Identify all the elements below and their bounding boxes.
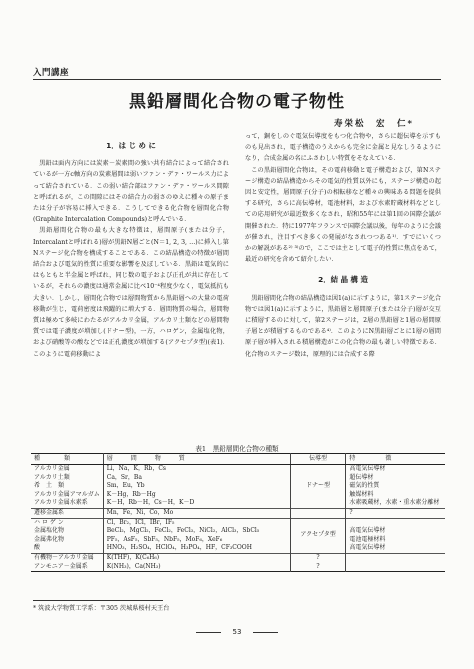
cell-type: 金属弗化物 bbox=[34, 535, 65, 543]
cell-type: 金属塩化物 bbox=[34, 527, 65, 535]
table-row bbox=[31, 544, 445, 553]
cell-feature: ? bbox=[346, 508, 445, 518]
footnote: * 筑波大学物質工学系：〒305 茨城県桜村天王台 bbox=[33, 605, 170, 612]
cell-type: 酸 bbox=[34, 544, 41, 552]
cell-material: Ca，Sr，Ba bbox=[103, 474, 290, 483]
table-header-row bbox=[31, 454, 445, 465]
cell-material: K－Hg，Rb－Hg bbox=[103, 491, 290, 500]
table-row bbox=[31, 499, 445, 508]
cell-feature: 電池電極材料 bbox=[346, 536, 445, 545]
column-header-conduction: 伝導型 bbox=[290, 454, 346, 465]
cell-feature: 磁気的性質 bbox=[346, 482, 445, 491]
cell-type: アルカリ金属 bbox=[34, 465, 70, 472]
cell-type: ハ ロ ゲ ン bbox=[31, 518, 103, 527]
cell-feature: 超伝導材 bbox=[346, 474, 445, 483]
cell-type: 有機物－アルカリ金属 bbox=[31, 553, 103, 562]
footnote-divider bbox=[33, 600, 163, 601]
cell-conduction: ? bbox=[290, 553, 346, 562]
cell-material: HNO₃，H₂SO₄，HClO₄，H₃PO₄，HF，CF₃COOH bbox=[103, 544, 290, 553]
left-column bbox=[33, 131, 229, 360]
cell-type: アルカリ金属水素系 bbox=[34, 499, 88, 507]
cell-material: K－H，Rb－H，Cs－H，K－D bbox=[103, 499, 290, 508]
paragraph: 黒鉛層間化合物の結晶構造は図1(a)に示すように，第1ステージ化合物では図1(a)に示すように，黒鉛層と層間原子(または分子)層が交互に積層するのに対して，第2ステージは，2層の黒鉛層と1層の層間原子層とが積層するものである⁴⁾．このようにN黒鉛層ごとに1層の層間原子層が挿入される積層構造がこの化合物の最も著しい特徴である．化合物のステージ数は，原理的には合成する際 bbox=[245, 294, 441, 358]
cell-feature: 水素吸蔵材，水素・重水素分離材 bbox=[346, 499, 445, 508]
page-number-rule-right bbox=[253, 632, 278, 633]
paragraph: この黒鉛層間化合物は，その電荷移動と電子構造および，第Nステージ構造の結晶構造からその電気的性質以外にも，ステージ構造の起因と安定性，層間原子(分子)の相転移など種々の興味ある問題を提供する研究，さらに高伝導材，電池材料，および水素貯蔵材料などとしての応用研究が最近数多くなされ，昭和55年には第1回の国際会議が開催された．特に1977年フランスで国際会議以後，毎年のように会議が催され，注目すべき多くの発展がなされつつある¹⁾．すでにいくつかの解説がある²⁾ ³⁾ので，ここでは主として電子的性質に焦点をあて，最近の研究を含めて紹介したい． bbox=[245, 166, 441, 264]
author: 寿栄松 宏 仁* bbox=[334, 119, 414, 129]
right-column bbox=[245, 131, 441, 360]
table-row bbox=[31, 527, 445, 536]
cell-feature bbox=[346, 553, 445, 562]
cell-type: アンモニア－金属系 bbox=[34, 562, 88, 570]
cell-material: Mn，Fe，Ni，Co，Mo bbox=[103, 508, 290, 518]
paragraph: 黒鉛は面内方向には炭素－炭素間の強い共有結合によって結合されているが一方c軸方向の炭素層間は弱いファン・デァ・ワールス力によって結合されている．この弱い結合部はファン・デァ・ワールス間隙と呼ばれるが，この間隙にはその結合力の弱さのゆえに種々の原子または分子が容易に挿入できる．こうしてできる化合物を層間化合物(Graphite Intercalation Compounds)と呼んでいる． bbox=[33, 160, 229, 224]
column-header-material: 層 間 物 質 bbox=[103, 454, 290, 465]
cell-feature: 高電気伝導材 bbox=[346, 527, 445, 536]
article-title: 黒鉛層間化合物の電子物性 bbox=[129, 92, 345, 112]
table-row bbox=[31, 465, 445, 474]
cell-type: 遷移金属系 bbox=[31, 508, 103, 518]
cell-feature: 高電気伝導材 bbox=[346, 544, 445, 553]
cell-type: アルカリ金属アマルガム bbox=[34, 490, 100, 498]
table-row bbox=[31, 482, 445, 491]
section-heading-introduction: 1．は じ め に bbox=[106, 141, 156, 150]
cell-feature bbox=[346, 518, 445, 527]
table-caption: 表1 黒鉛層間化合物の種類 bbox=[195, 445, 279, 453]
table-row bbox=[31, 518, 445, 527]
compound-types-table bbox=[31, 453, 445, 572]
table-row bbox=[31, 474, 445, 483]
table-row bbox=[31, 553, 445, 562]
cell-feature: 触媒材料 bbox=[346, 491, 445, 500]
cell-type: 希 土 類 bbox=[34, 482, 65, 490]
column-header-type: 種 類 bbox=[31, 454, 103, 465]
cell-material: PF₅，AsF₅，SbF₅，NbF₅，MoF₆，XeF₆ bbox=[103, 536, 290, 545]
section-label: 入門講座 bbox=[33, 68, 70, 78]
cell-material: BeCl₂，MgCl₂，FeCl₂，FeCl₃，NiCl₂，AlCl₃，SbCl₅ bbox=[103, 527, 290, 536]
table-row bbox=[31, 508, 445, 518]
column-header-feature: 特 徴 bbox=[346, 454, 445, 465]
cell-feature: 高電気伝導材 bbox=[346, 465, 445, 474]
section-divider bbox=[33, 79, 441, 80]
page-number: 53 bbox=[232, 628, 242, 636]
table-row bbox=[31, 563, 445, 572]
cell-material: Sm，Eu，Yb bbox=[103, 482, 290, 491]
cell-material: Li，Na，K，Rb，Cs bbox=[103, 465, 290, 474]
paragraph: って，銅をしのぐ電気伝導度をもつ化合物や，さらに超伝導を示すものも見出され，電子構造のうえからも完全に金属と見なしうるようになり，合成金属の名にふさわしい特質をそなえている． bbox=[245, 133, 441, 163]
paragraph: 黒鉛層間化合物の最も大きな特徴は，層間原子(または分子，Intercalantと呼ばれる)層が黒鉛N層ごと(N＝1, 2, 3, …)に挿入し第Nステージ化合物を構成することである．この結晶構造の特徴が層間結合および電気的性質に重要な影響を及ぼしている．黒鉛は電気的にはもともと半金属と呼ばれ，同じ数の電子および正孔が共に存在しているが，それらの濃度は通常金属に比べ10⁻⁴程度少なく，電気抵抗も大きい．しかし，層間化合物では層間物質から黒鉛層への大量の電荷移動が生じ，電荷密度は飛躍的に増大する．層間物質の場合，層間物質は極めて多岐にわたるがアルカリ金属，アルカリ土類などの層間物質では電子濃度が増加し(ドナー型)，一方，ハロゲン，金属塩化物，および硝酸等の酸などでは正孔濃度が増加する(アクセプタ型)(表1)．このように電荷移動によ bbox=[33, 227, 229, 358]
cell-conduction: アクセプタ型 bbox=[290, 518, 346, 553]
cell-conduction: ? bbox=[290, 563, 346, 572]
cell-material: K(THF)，K(C₆H₆) bbox=[103, 553, 290, 562]
cell-type: アルカリ土類 bbox=[34, 473, 70, 481]
cell-conduction bbox=[290, 508, 346, 518]
cell-conduction: ドナー型 bbox=[290, 465, 346, 509]
section-heading-crystal-structure: 2．結 晶 構 造 bbox=[318, 275, 368, 285]
cell-material: Cl，Br₂，ICl，IBr，IF₅ bbox=[103, 518, 290, 527]
cell-feature bbox=[346, 563, 445, 572]
cell-material: K(NH₃)，Ca(NH₃) bbox=[103, 563, 290, 572]
